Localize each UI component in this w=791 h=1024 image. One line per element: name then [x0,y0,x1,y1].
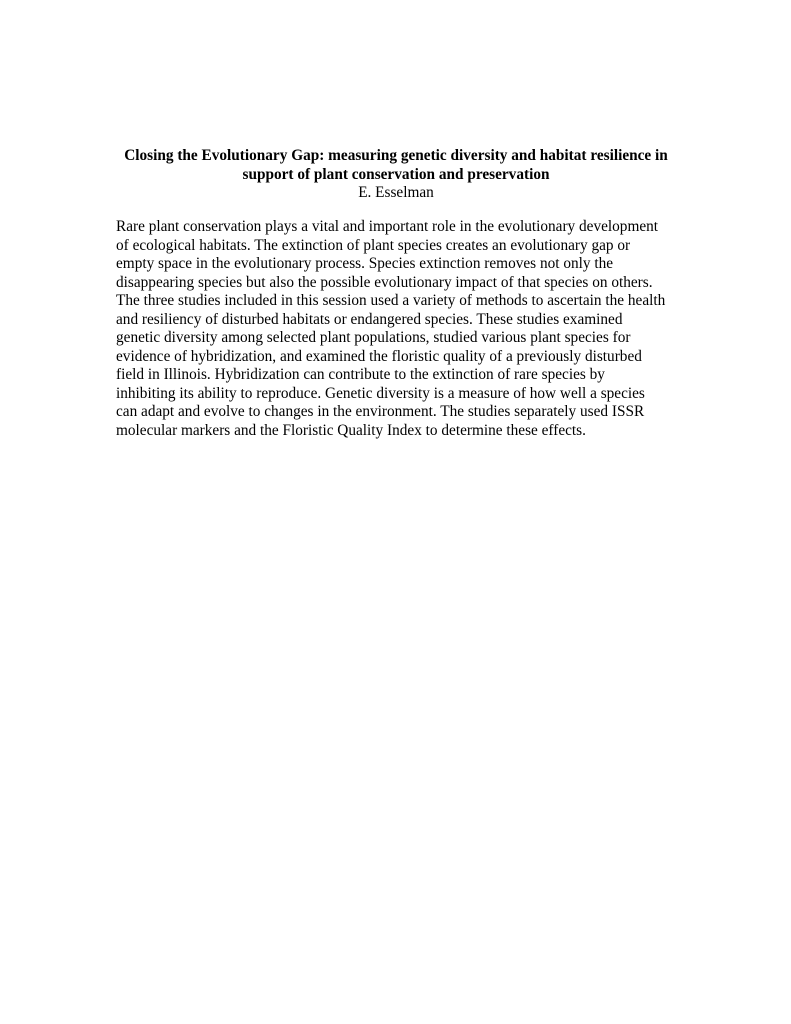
document-header [100,147,692,203]
title-line-2: support of plant conservation and preservation [242,165,550,183]
abstract-line: field in Illinois. Hybridization can contribute to the extinction of rare species by [116,366,605,383]
abstract-line: disappearing species but also the possible evolutionary impact of that species on others. [116,273,653,291]
abstract-line: molecular markers and the Floristic Quality Index to determine these effects. [116,421,586,439]
abstract-line: The three studies included in this session used a variety of methods to ascertain the health [116,292,666,309]
abstract-line: evidence of hybridization, and examined the floristic quality of a previously disturbed [116,347,642,365]
abstract-paragraph [116,218,696,440]
abstract-line: and resiliency of disturbed habitats or endangered species. These studies examined [116,310,623,328]
abstract-line: of ecological habitats. The extinction of plant species creates an evolutionary gap or [116,236,631,254]
abstract-line: genetic diversity among selected plant populations, studied various plant species for [116,329,631,346]
document-title [100,147,692,184]
abstract-line: can adapt and evolve to changes in the environment. The studies separately used ISSR [116,403,645,420]
abstract-line: empty space in the evolutionary process. Species extinction removes not only the [116,255,614,272]
author-name: E. Esselman [358,184,434,201]
abstract-line: Rare plant conservation plays a vital and important role in the evolutionary development [116,218,659,235]
abstract-line: inhibiting its ability to reproduce. Genetic diversity is a measure of how well a species [116,384,645,402]
title-line-1: Closing the Evolutionary Gap: measuring genetic diversity and habitat resilience in [124,147,668,164]
